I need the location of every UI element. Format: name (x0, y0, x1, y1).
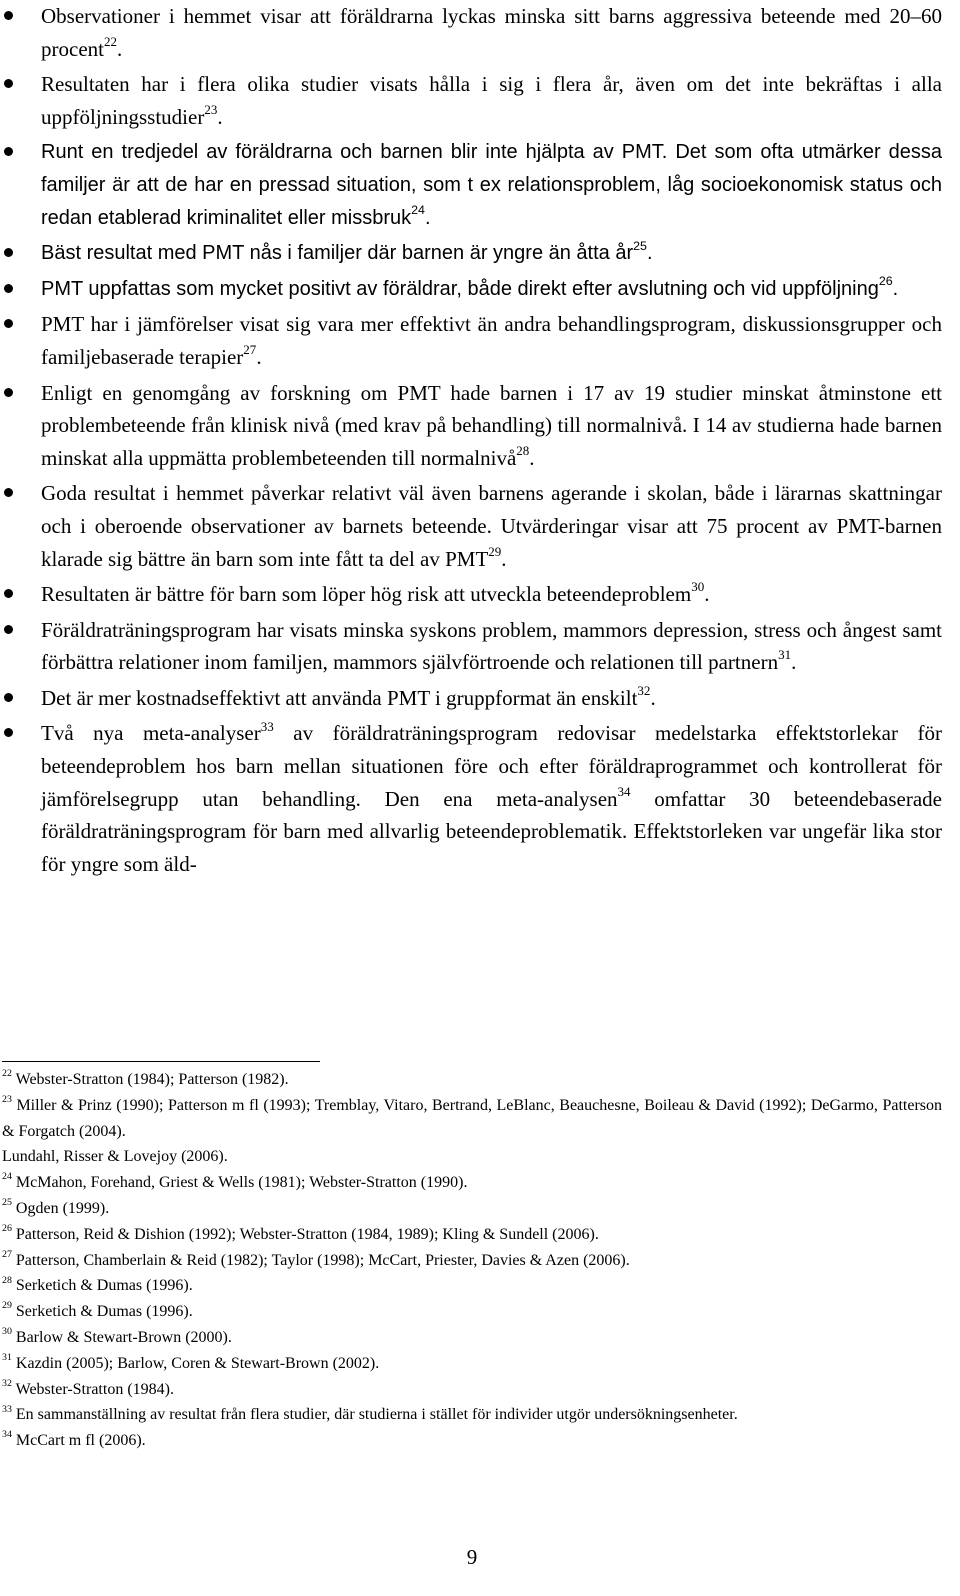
bullet-text: . (704, 582, 710, 607)
bullet-icon (4, 488, 13, 497)
list-item (0, 578, 942, 611)
footnote (2, 1273, 942, 1299)
list-item (0, 136, 942, 234)
bullet-text: . (650, 685, 656, 710)
footnote-text: En sammanställning av resultat från flera studier, där studierna i stället för individer utgör undersökningsenheter. (15, 1406, 738, 1424)
bullet-icon (4, 11, 13, 20)
footnote (2, 1299, 942, 1325)
bullet-text: Bäst resultat med PMT nås i familjer där barnen är yngre än åtta år (41, 242, 634, 265)
list-item (0, 377, 942, 475)
footnote (2, 1196, 942, 1222)
footnote-number: 30 (2, 1326, 12, 1338)
bullet-icon (4, 248, 13, 257)
bullet-icon (4, 79, 13, 88)
footnote-text: Miller & Prinz (1990); Patterson m fl (1993); Tremblay, Vitaro, Bertrand, LeBlanc, Beauchesne, Boileau & David (1992); DeGarmo, Patterson & Forgatch (2004). (2, 1096, 943, 1140)
footnote-text: McMahon, Forehand, Griest & Wells (1981); Webster-Stratton (1990). (15, 1174, 468, 1192)
bullet-icon (4, 589, 13, 598)
footnote-number: 24 (2, 1171, 12, 1183)
footnote-ref: 27 (243, 342, 257, 357)
bullet-text: Föräldraträningsprogram har visats minska syskons problem, mammors depression, stress och ångest samt förbättra relationer inom familjen, mammors självförtroende och relationen till partnern (41, 617, 942, 675)
list-item (0, 273, 942, 306)
bullet-text: av föräldraträningsprogram redovisar medelstarka effektstorlekar för beteendeproblem hos barn mellan situationen före och efter föräldraprogrammet och kontrollerat för jämförelsegrupp utan behandling. Den ena meta-analysen (41, 721, 942, 811)
bullet-text: . (424, 206, 431, 229)
bullet-icon (4, 147, 13, 156)
footnote-text: Webster-Stratton (1984). (15, 1380, 174, 1398)
bullet-text: . (529, 445, 535, 470)
footnote-ref: 24 (411, 203, 425, 218)
footnote (2, 1093, 942, 1145)
footnote-text: Serketich & Dumas (1996). (15, 1303, 193, 1321)
footnote-number: 31 (2, 1351, 12, 1363)
list-item (0, 237, 942, 270)
bullet-text: Observationer i hemmet visar att föräldrarna lyckas minska sitt barns aggressiva beteende med 20–60 procent (41, 4, 942, 61)
footnote (2, 1248, 942, 1274)
footnote-ref: 26 (878, 274, 893, 289)
footnote-ref: 28 (516, 442, 530, 458)
footnote-text: Kazdin (2005); Barlow, Coren & Stewart-Brown (2002). (15, 1354, 380, 1372)
footnote-number: 28 (2, 1274, 12, 1286)
bullet-icon (4, 284, 13, 293)
footnote-text: Serketich & Dumas (1996). (15, 1277, 193, 1295)
bullet-text: Goda resultat i hemmet påverkar relativt väl även barnens agerande i skolan, både i lärarnas skattningar och i oberoende observationer av barnets beteende. Utvärderingar visar att 75 procent av PMT-barnen klarade sig bättre än barn som inte fått ta del av PMT (41, 481, 942, 571)
bullet-text: . (217, 104, 223, 129)
footnote-text: Barlow & Stewart-Brown (2000). (15, 1328, 232, 1346)
bullet-text: PMT har i jämförelser visat sig vara mer effektivt än andra behandlingsprogram, diskussionsgrupper och familjebaserade terapier (41, 312, 942, 369)
footnote-number: 25 (2, 1197, 12, 1209)
bullet-text: . (256, 344, 262, 369)
list-item (0, 477, 942, 575)
footnote-ref: 25 (633, 238, 647, 253)
footnote (2, 1428, 942, 1454)
bullet-text: Resultaten är bättre för barn som löper hög risk att utveckla beteendeproblem (41, 582, 692, 607)
footnote-ref: 32 (637, 682, 651, 698)
footnote-number: 34 (2, 1429, 12, 1441)
bullet-icon (4, 728, 13, 737)
bullet-icon (4, 693, 13, 702)
bullet-text: omfattar 30 beteendebaserade föräldraträningsprogram för barn med allvarlig beteendeproblematik. Effektstorleken var ungefär lika stor för yngre som äld- (41, 786, 942, 876)
footnote (2, 1351, 942, 1377)
list-item (0, 682, 942, 715)
bullet-text: . (791, 650, 797, 675)
footnote-number: 23 (2, 1093, 12, 1105)
footnote (2, 1325, 942, 1351)
footnote-text: Patterson, Reid & Dishion (1992); Webster-Stratton (1984, 1989); Kling & Sundell (2006). (15, 1225, 599, 1243)
footnote-text: Lundahl, Risser & Lovejoy (2006). (2, 1148, 228, 1166)
bullet-text: Resultaten har i flera olika studier visats hålla i sig i flera år, även om det inte bekräftas i alla uppföljningsstudier (41, 72, 942, 129)
footnote-text: Patterson, Chamberlain & Reid (1982); Taylor (1998); McCart, Priester, Davies & Azen (2006). (15, 1251, 630, 1269)
bullet-text: . (501, 546, 507, 571)
footnote (2, 1402, 942, 1428)
footnote-text: McCart m fl (2006). (15, 1432, 146, 1450)
bullet-icon (4, 625, 13, 634)
footnote (2, 1067, 942, 1093)
footnotes (2, 1067, 942, 1454)
footnote-ref: 29 (488, 543, 502, 559)
list-item (0, 0, 942, 65)
footnote-text: Ogden (1999). (15, 1199, 110, 1217)
bullet-icon (4, 319, 13, 328)
footnote-separator (2, 1061, 320, 1062)
footnote-number: 26 (2, 1222, 12, 1234)
bullet-text: Runt en tredjedel av föräldrarna och barnen blir inte hjälpta av PMT. Det som ofta utmärker dessa familjer är att de har en pressad situation, som t ex relationsproblem, låg socioekonomisk status och redan etablerad kriminalitet eller missbruk (41, 141, 942, 229)
list-item (0, 614, 942, 679)
footnote-ref: 34 (617, 783, 631, 799)
bullet-text: Enligt en genomgång av forskning om PMT hade barnen i 17 av 19 studier minskat åtminstone ett problembeteende från klinisk nivå (med krav på behandling) till normalnivå. I 14 av studierna hade barnen minskat alla uppmätta problembeteenden till normalnivå (41, 380, 942, 470)
footnote (2, 1144, 942, 1170)
footnote-number: 33 (2, 1403, 12, 1415)
footnote-number: 32 (2, 1377, 12, 1389)
bullet-icon (4, 388, 13, 397)
list-item (0, 308, 942, 373)
list-item (0, 717, 942, 880)
footnote-number: 22 (2, 1068, 12, 1080)
bullet-text: PMT uppfattas som mycket positivt av föräldrar, både direkt efter avslutning och vid uppföljning (41, 277, 879, 300)
bullet-text: Två nya meta-analyser (41, 721, 261, 746)
footnote-number: 27 (2, 1248, 12, 1260)
bullet-text: . (892, 277, 899, 300)
bullet-text: . (117, 36, 123, 61)
footnote-text: Webster-Stratton (1984); Patterson (1982). (15, 1071, 289, 1088)
footnote-ref: 33 (260, 718, 274, 734)
bullet-text: . (646, 242, 653, 265)
footnote-number: 29 (2, 1300, 12, 1312)
footnote-ref: 22 (103, 33, 117, 49)
footnote (2, 1377, 942, 1403)
page-number: 9 (466, 1545, 478, 1569)
footnote-ref: 30 (691, 579, 705, 595)
list-item (0, 68, 942, 133)
footnote (2, 1170, 942, 1196)
footnote-ref: 23 (204, 101, 218, 117)
bullet-text: Det är mer kostnadseffektivt att använda PMT i gruppformat än enskilt (41, 685, 638, 710)
footnote-ref: 31 (778, 647, 792, 663)
footnote (2, 1222, 942, 1248)
